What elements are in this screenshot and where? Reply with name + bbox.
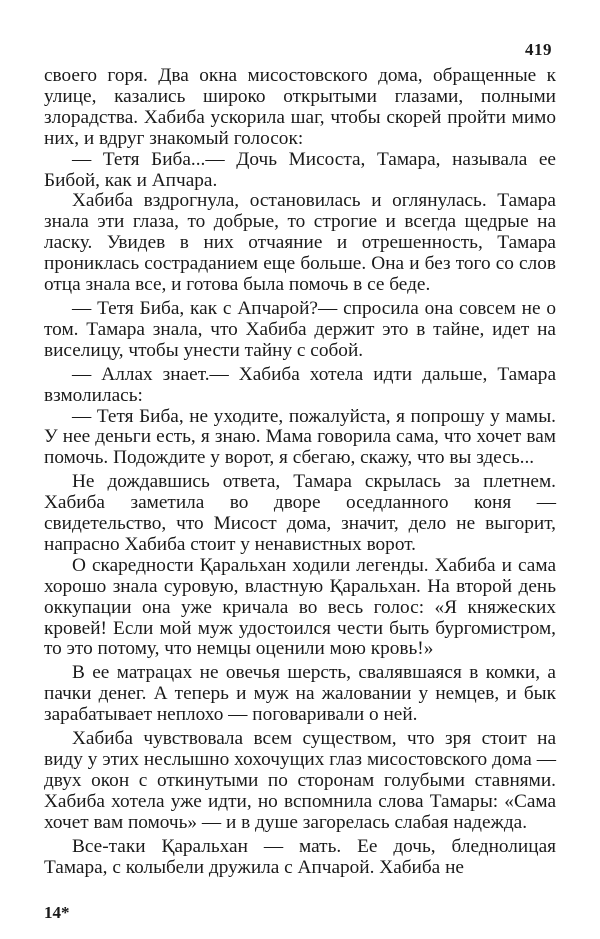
paragraph: — Аллах знает.— Хабиба хотела идти дальше, Тамара взмолилась: — [44, 363, 556, 406]
paragraph: — Тетя Биба...— Дочь Мисоста, Тамара, называла ее Бибой, как и Апчара. — [44, 148, 556, 191]
page-number: 419 — [525, 40, 552, 59]
page-text — [44, 66, 556, 878]
paragraph: — Тетя Биба, как с Апчарой?— спросила она совсем не о том. Тамара знала, что Хабиба держит это в тайне, идет на виселицу, чтобы унести тайну с собой. — [44, 297, 556, 361]
paragraph: — Тетя Биба, не уходите, пожалуйста, я попрошу у мамы. У нее деньги есть, я знаю. Мама говорила сама, что хочет вам помочь. Подождите у ворот, я сбегаю, скажу, что вы здесь... — [44, 405, 556, 469]
paragraph: своего горя. Два окна мисостовского дома, обращенные к улице, казались широко открытыми глазами, полными злорадства. Хабиба ускорила шаг, чтобы скорей пройти мимо них, и вдруг знакомый голосок: — [44, 65, 556, 149]
paragraph: Хабиба вздрогнула, остановилась и оглянулась. Тамара знала эти глаза, то добрые, то строгие и всегда щедрые на ласку. Увидев в них отчаяние и отрешенность, Тамара прониклась состраданием еще больше. Она и без того со слов отца знала все, и готова была помочь в се беде. — [44, 190, 556, 296]
paragraph: Хабиба чувствовала всем существом, что зря стоит на виду у этих неслышно хохочущих глаз мисостовского дома — двух окон с откинутыми по сторонам голубыми ставнями. Хабиба хотела уже идти, но вспомнила слова Тамары: «Сама хочет вам помочь» — и в душе загорелась слабая надежда. — [44, 728, 556, 833]
paragraph: В ее матрацах не овечья шерсть, свалявшаяся в комки, а пачки денег. А теперь и муж на жаловании у немцев, и бык зарабатывает неплохо — поговаривали о ней. — [44, 662, 556, 726]
paragraph: Все-таки Қаральхан — мать. Ее дочь, бледнолицая Тамара, с колыбели дружила с Апчарой. Хабиба не — [44, 835, 556, 878]
paragraph: Не дождавшись ответа, Тамара скрылась за плетнем. Хабиба заметила во дворе оседланного коня — свидетельство, что Мисост дома, значит, дело не выгорит, напрасно Хабиба стоит у ненавистных ворот. — [44, 471, 556, 555]
paragraph: О скаредности Қаральхан ходили легенды. Хабиба и сама хорошо знала суровую, властную Қаральхан. На второй день оккупации она уже кричала во весь голос: «Я княжеских кровей! Если мой муж удостоился чести быть бургомистром, то это потому, что немцы оценили мою кровь!» — [44, 554, 556, 660]
signature-mark: 14* — [44, 903, 70, 922]
